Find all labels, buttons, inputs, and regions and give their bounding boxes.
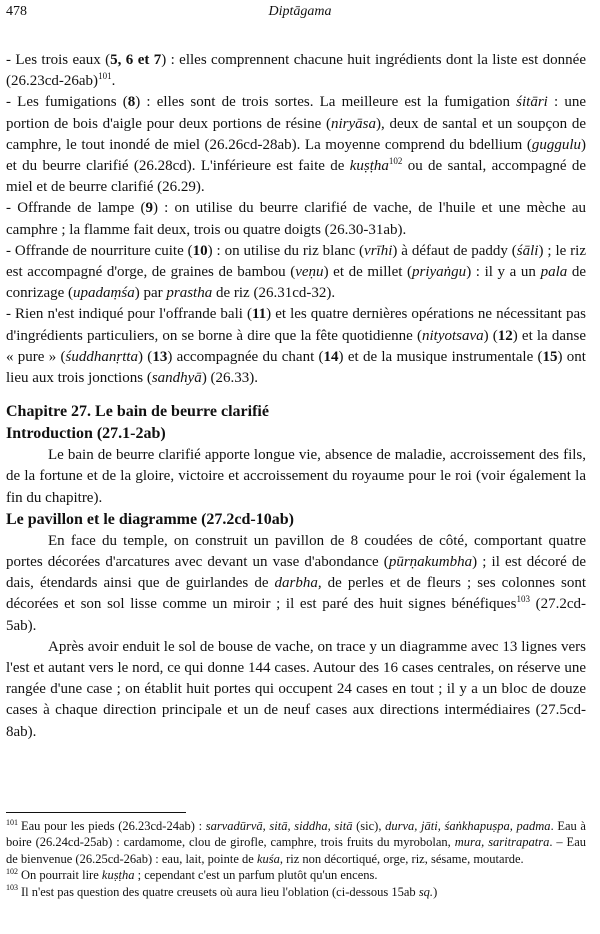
italic-term: upadaṃśa (73, 285, 135, 302)
italic-term: pala (540, 264, 568, 281)
text-run: (sic), (352, 819, 386, 833)
text-run: . (111, 73, 116, 90)
bold-ref: 11 (251, 306, 267, 323)
bold-ref: 5, 6 et 7 (110, 52, 162, 68)
footnote-ref: 102 (388, 156, 403, 167)
paragraph (6, 637, 586, 743)
paragraph (6, 241, 586, 305)
text-run: ) ; il est décoré de dais, étendards ainsi que de guirlandes de (6, 554, 586, 592)
italic-term: durva, jāti, śaṅkhapuṣpa, padma (385, 819, 551, 833)
footnotes (6, 818, 586, 900)
footnote-ref: 101 (98, 71, 112, 82)
text-run: ) et la danse « pure » ( (6, 327, 586, 365)
italic-term: darbha (274, 575, 318, 592)
page-number: 478 (6, 4, 27, 19)
text-run: On pourrait lire (21, 868, 102, 883)
italic-term: veṇu (295, 264, 324, 281)
text-run: En face du temple, on construit un pavillon de 8 coudées de côté, comportant quatre portes décorées d'arcatures avec devant un vase d'abondance ( (6, 532, 586, 571)
text-run: - Les trois eaux ( (6, 52, 111, 68)
bold-ref: 10 (192, 242, 208, 259)
text-run: ) : on utilise du beurre clarifié de vache, de l'huile et une mèche au camphre ; la flamme fait deux, trois ou quatre doigts (26.30-31ab). (6, 200, 586, 238)
text-run: Chapitre 27. Le bain de beurre clarifié (6, 403, 269, 421)
text-run: ) : on utilise du riz blanc ( (207, 242, 365, 259)
text-run: ) : elles sont de trois sortes. La meilleure est la fumigation (135, 94, 517, 111)
text-run: ) par (134, 285, 167, 302)
text-run: - Offrande de lampe ( (6, 200, 146, 217)
text-run: Eau pour les pieds (26.23cd-24ab) : (21, 819, 206, 833)
section-heading (6, 423, 586, 445)
text-run: ) : elles comprennent chacune huit ingrédients dont la liste est donnée (26.23cd-26ab) (6, 52, 586, 90)
italic-term: priyaṅgu (412, 264, 467, 281)
paragraph (6, 445, 586, 509)
text-run: Introduction (27.1-2ab) (6, 425, 166, 443)
italic-term: śitāri (516, 94, 548, 111)
text-run: : une portion de bois d'aigle pour deux portions de résine ( (6, 94, 586, 132)
italic-term: śāli (516, 242, 539, 259)
bold-ref: 14 (323, 348, 339, 365)
chapter-heading (6, 401, 586, 423)
section-heading (6, 509, 586, 531)
text-run: ) (26.33). (201, 370, 259, 387)
text-run: ou de santal, accompagné de miel et de beurre clarifié (26.29). (6, 158, 587, 196)
italic-term: niryāsa (331, 115, 377, 132)
text-run: de conrizage ( (6, 264, 587, 302)
running-title: Diptāgama (268, 4, 332, 19)
text-run: ) et de millet ( (323, 264, 413, 281)
italic-term: kuśa (256, 851, 280, 866)
text-run: Il n'est pas question des quatre creusets où aura lieu l'oblation (ci-dessous 15ab (21, 884, 419, 899)
bold-ref: 12 (497, 327, 513, 344)
text-run: Après avoir enduit le sol de bouse de vache, on trace y un diagramme avec 13 lignes vers l'est et autant vers le nord, ce qui donne 144 cases. Autour des 16 cases centrales, on réserve une rangée d'une case ; on établit huit portes qui occupent 24 cases en tout ; il y a un bloc de douze cases à chaque direction principale et un de neuf cases aux directions intermédiaires (27.5cd-8ab). (6, 638, 586, 740)
text-run: - Offrande de nourriture cuite ( (6, 242, 193, 259)
text-run: ) ( (138, 348, 153, 365)
italic-term: vrīhi (364, 242, 393, 259)
bold-ref: 8 (127, 94, 136, 111)
text-run: ) et de la musique instrumentale ( (338, 348, 543, 365)
text-run: Le bain de beurre clarifié apporte longue vie, absence de maladie, accroissement des fils, de la fortune et de la gloire, victoire et accroissement du royaume pour le roi (voir également la fin du chapitre). (6, 447, 586, 506)
text-run: , riz non décortiqué, orge, riz, sésame, moutarde. (279, 851, 524, 866)
italic-term: pūrṇakumbha (388, 554, 473, 571)
bold-ref: 15 (542, 348, 558, 365)
italic-term: śuddhanṛtta (65, 348, 139, 365)
text-run: ; cependant c'est un parfum plutôt qu'un encens. (134, 868, 378, 883)
italic-term: guggulu (531, 136, 581, 153)
italic-term: kuṣṭha (349, 158, 389, 175)
paragraph (6, 50, 586, 92)
text-run: ), deux de santal et un soupçon de camphre, le tout inondé de miel (26.26cd-28ab). La moyenne comprend du bdellium ( (6, 115, 586, 153)
bold-ref: 13 (152, 348, 168, 365)
footnote (6, 884, 586, 900)
footnote (6, 867, 586, 883)
text-run: (27.2cd-5ab). (6, 596, 586, 634)
italic-term: prastha (166, 285, 213, 302)
footnote-number: 102 (6, 867, 18, 877)
footnote-number: 103 (6, 883, 18, 893)
text-run: ) ; le riz est accompagné d'orge, de graines de bambou ( (6, 242, 586, 281)
text-run: - Les fumigations ( (6, 94, 128, 111)
page-header (6, 4, 594, 26)
main-text (6, 50, 586, 743)
italic-term: sq. (418, 884, 434, 899)
text-run: . Eau à boire (26.24cd-25ab) : cardamome, clou de girofle, camphre, trois fruits du myrobolan, (6, 819, 586, 850)
text-run: . – Eau de bienvenue (26.25cd-26ab) : eau, lait, pointe de (6, 835, 586, 866)
footnote-number: 101 (6, 817, 18, 827)
paragraph (6, 198, 586, 240)
text-run: - Rien n'est indiqué pour l'offrande bali ( (6, 306, 252, 323)
text-run: Le pavillon et le diagramme (27.2cd-10ab) (6, 510, 294, 528)
italic-term: nityotsava (421, 327, 484, 344)
text-run: ) accompagnée du chant ( (167, 348, 324, 365)
text-run: ) et les quatre dernières opérations ne nécessitant pas d'ingrédients particuliers, on se borne à dire que la fête quotidienne ( (6, 306, 586, 344)
paragraph (6, 304, 586, 389)
italic-term: sandhyā (151, 370, 202, 387)
text-run: ) ont lieu aux trois jonctions ( (6, 348, 586, 387)
text-run: ) et du beurre clarifié (26.28cd). L'inférieure est faite de (6, 136, 586, 175)
footnote (6, 818, 586, 867)
footnote-rule (6, 812, 186, 813)
paragraph (6, 531, 586, 637)
text-run: ) (433, 884, 438, 899)
text-run: ) à défaut de paddy ( (392, 242, 517, 259)
footnote-ref: 103 (516, 594, 530, 605)
text-run: , de perles et de fleurs ; ses colonnes sont décorées et son sol lisse comme un miroir ; il est paré des huit signes bénéfiques (6, 575, 587, 613)
text-run: ) ( (483, 327, 498, 344)
text-run: ) : il y a un (466, 264, 541, 281)
italic-term: sarvadūrvā, sitā, siddha, sitā (205, 819, 353, 833)
text-run: de riz (26.31cd-32). (212, 285, 336, 302)
paragraph (6, 92, 586, 198)
italic-term: kuṣṭha (101, 868, 135, 883)
italic-term: mura, saritrapatra (454, 835, 550, 850)
bold-ref: 9 (145, 200, 153, 217)
